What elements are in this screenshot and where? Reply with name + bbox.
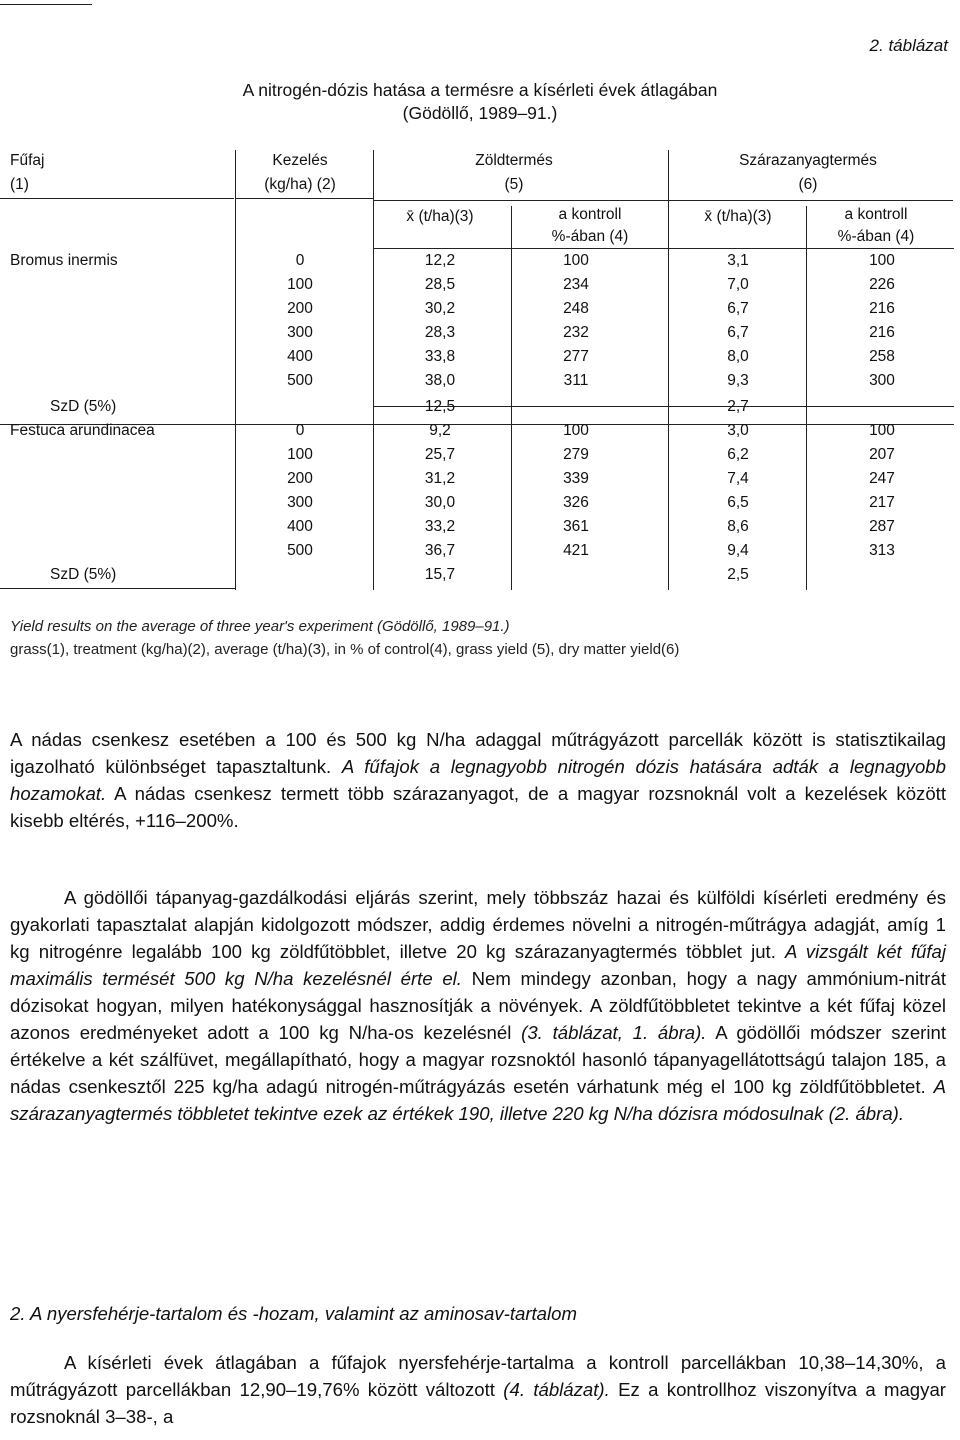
para2-ref: (3. táblázat, 1. ábra). [521, 1022, 707, 1043]
table-cell: 28,3 [424, 324, 456, 341]
col-rule [806, 206, 807, 590]
caption-legend: grass(1), treatment (kg/ha)(2), average (t/ha)(3), in % of control(4), grass yield (5), dry matter yield(6) [10, 641, 680, 658]
table-cell: 100 [563, 252, 589, 269]
table-cell: 279 [563, 446, 589, 463]
col-head-treatment: Kezelés [272, 152, 328, 169]
section-heading: 2. A nyersfehérje-tartalom és -hozam, valamint az aminosav-tartalom [10, 1303, 577, 1324]
header-underline [0, 198, 234, 199]
caption-english: Yield results on the average of three year's experiment (Gödöllő, 1989–91.) [10, 618, 510, 635]
table-cell: 100 [287, 276, 313, 293]
para1-b: A fűfajok a legnagyobb nitrogén dózis hatására adták a legnagyobb hozamokat. [10, 756, 946, 804]
table-cell: 500 [287, 542, 313, 559]
col-head-dry-num: (6) [798, 176, 818, 193]
table-cell: 31,2 [424, 470, 456, 487]
table-cell: 12,2 [424, 252, 456, 269]
table-cell: 217 [869, 494, 895, 511]
table-cell: 277 [563, 348, 589, 365]
table-cell: 300 [287, 494, 313, 511]
table-cell: 36,7 [424, 542, 456, 559]
szd-rule [374, 406, 954, 407]
col-rule [235, 150, 236, 590]
table-cell: 216 [869, 300, 895, 317]
table-cell: 6,5 [727, 494, 749, 511]
table-cell: 200 [287, 470, 313, 487]
table-cell: 30,2 [424, 300, 456, 317]
szd-label: SzD (5%) [50, 566, 117, 583]
col-rule [373, 150, 374, 590]
top-rule [0, 4, 92, 5]
para2-ref2: (2. ábra). [828, 1103, 905, 1124]
szd-value: 2,5 [727, 566, 749, 583]
table-cell: 226 [869, 276, 895, 293]
table-cell: 38,0 [424, 372, 456, 389]
header-rule [374, 248, 954, 249]
table-cell: 25,7 [424, 446, 456, 463]
table-cell: 400 [287, 348, 313, 365]
para1-a: A nádas csenkesz esetében a 100 és 500 kg N/ha adaggal műtrágyázott parcellák között is statisztikailag igazolható különbséget tapasztaltunk. [10, 729, 946, 777]
para3-c: Ez a kontrollhoz viszonyítva a magyar rozsnoknál 3–38-, a [10, 1379, 946, 1427]
table-cell: 339 [563, 470, 589, 487]
para2-a: A gödöllői tápanyag-gazdálkodási eljárás szerint, mely többszáz hazai és külföldi kísérleti eredmény és gyakorlati tapasztalat alapján kidolgozott módszer, addig érdemes növelni a nitrogén-műtrágya adagját, amíg 1 kg nitrogénre legalább 100 kg zöldfűtöbblet, illetve 20 kg szárazanyagtermés többlet jut. [10, 887, 946, 962]
col-head-control-dry: a kontroll [844, 206, 908, 223]
table-cell: 500 [287, 372, 313, 389]
table-cell: 100 [869, 422, 895, 439]
col-rule [511, 206, 512, 590]
para3-a: A kísérleti évek átlagában a fűfajok nyersfehérje-tartalma a kontroll parcellákban 10,38–14,30%, a műtrágyázott parcellákban 12,90–19,76% között változott [10, 1352, 946, 1400]
table-cell: 232 [563, 324, 589, 341]
table-cell: 7,0 [727, 276, 749, 293]
col-head-green-num: (5) [504, 176, 524, 193]
szd-value: 2,7 [727, 398, 749, 415]
col-head-treatment-unit: (kg/ha) (2) [264, 176, 336, 193]
table-cell: 3,0 [727, 422, 749, 439]
szd-label: SzD (5%) [50, 398, 117, 415]
table-cell: 258 [869, 348, 895, 365]
group-rule [669, 200, 953, 201]
table-cell: 326 [563, 494, 589, 511]
table-cell: 33,2 [424, 518, 456, 535]
table-cell: 234 [563, 276, 589, 293]
szd-value: 12,5 [424, 398, 456, 415]
table-cell: 400 [287, 518, 313, 535]
col-head-grass-num: (1) [10, 176, 29, 193]
table-cell: 311 [563, 372, 589, 389]
col-head-control-pct: %-ában (4) [551, 228, 629, 245]
para2-f: A szárazanyagtermés többletet tekintve ezek az értékek 190, illetve 220 kg N/ha dózisra módosulnak [10, 1076, 946, 1124]
table-cell: 216 [869, 324, 895, 341]
para2-e: A gödöllői módszer szerint értékelve a két szálfüvet, megállapítható, hogy a magyar rozsnoktól hasonló tápanyagellátottságú talajon 185, a nádas csenkesztől 225 kg/ha adagú nitrogén-műtrágyázás esetén várhatunk még el 100 kg zöldfűtöbbletet. [10, 1022, 946, 1097]
table-cell: 7,4 [727, 470, 749, 487]
paragraph-3 [10, 1349, 946, 1430]
table-cell: 9,2 [429, 422, 451, 439]
para2-b: A vizsgált két fűfaj maximális termését 500 kg N/ha kezelésnél érte el. [10, 941, 946, 989]
header-underline [236, 198, 373, 199]
table-cell: 6,7 [727, 324, 749, 341]
table-cell: 287 [869, 518, 895, 535]
table-cell: 28,5 [424, 276, 456, 293]
table-cell: 9,4 [727, 542, 749, 559]
table-cell: 300 [869, 372, 895, 389]
species-bromus: Bromus inermis [10, 252, 118, 269]
col-head-dry: Szárazanyagtermés [739, 152, 877, 169]
table-title: A nitrogén-dózis hatása a termésre a kísérleti évek átlagában [242, 80, 718, 100]
table-cell: 248 [563, 300, 589, 317]
paragraph-1 [10, 726, 946, 834]
table-cell: 100 [287, 446, 313, 463]
col-head-control: a kontroll [558, 206, 622, 223]
table-cell: 100 [869, 252, 895, 269]
col-head-mean-dry: x̄ (t/ha)(3) [704, 208, 772, 225]
col-rule [668, 150, 669, 590]
col-head-mean: x̄ (t/ha)(3) [406, 208, 474, 225]
bottom-rule [0, 588, 235, 589]
table-cell: 300 [287, 324, 313, 341]
col-head-grass: Fűfaj [10, 152, 45, 169]
table-cell: 207 [869, 446, 895, 463]
table-cell: 6,7 [727, 300, 749, 317]
table-cell: 33,8 [424, 348, 456, 365]
table-cell: 8,6 [727, 518, 749, 535]
szd-value: 15,7 [424, 566, 456, 583]
paragraph-2 [10, 884, 946, 1127]
col-head-control-pct-dry: %-ában (4) [837, 228, 915, 245]
table-cell: 421 [563, 542, 589, 559]
group-rule [374, 200, 668, 201]
table-cell: 6,2 [727, 446, 749, 463]
table-cell: 100 [563, 422, 589, 439]
yield-table [0, 148, 960, 593]
para2-c: Nem mindegy azonban, hogy a nagy ammónium-nitrát dózisokat hogyan, milyen hatékonysággal hasznosítják a növények. A zöldfűtöbbletet tekintve a két fűfaj közel azonos eredményeket adott a 100 kg N/ha-os kezelésnél [10, 968, 947, 1043]
para1-c: A nádas csenkesz termett több szárazanyagot, de a magyar rozsnoknál volt a kezelések között kisebb eltérés, +116–200%. [10, 783, 947, 831]
table-cell: 361 [563, 518, 589, 535]
table-cell: 9,3 [727, 372, 749, 389]
table-number: 2. táblázat [869, 36, 948, 55]
table-cell: 247 [869, 470, 895, 487]
table-subtitle: (Gödöllő, 1989–91.) [402, 103, 558, 123]
table-cell: 200 [287, 300, 313, 317]
table-cell: 8,0 [727, 348, 749, 365]
species-festuca: Festuca arundinacea [10, 422, 155, 439]
table-cell: 0 [295, 252, 305, 269]
table-cell: 3,1 [727, 252, 749, 269]
table-cell: 313 [869, 542, 895, 559]
table-cell: 30,0 [424, 494, 456, 511]
para3-ref: (4. táblázat). [503, 1379, 610, 1400]
col-head-green: Zöldtermés [475, 152, 553, 169]
table-cell: 0 [295, 422, 305, 439]
